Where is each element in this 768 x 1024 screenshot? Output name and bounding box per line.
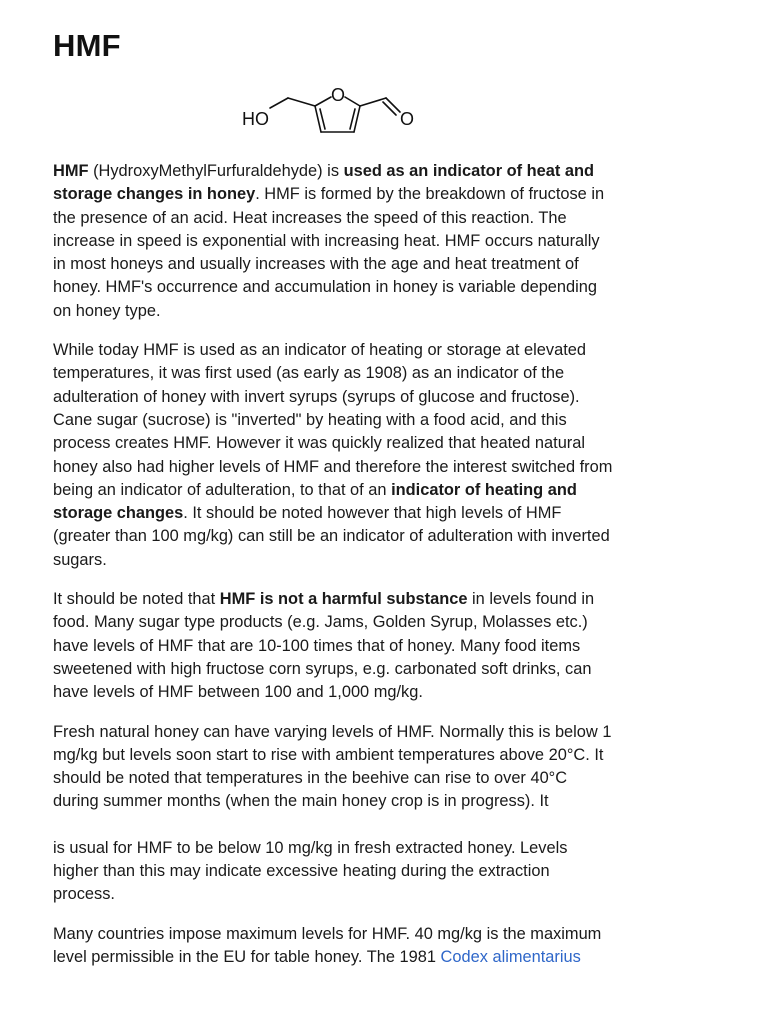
page-break-gap	[53, 814, 613, 837]
hmf-structure-diagram	[240, 82, 425, 142]
article-body	[53, 160, 613, 1009]
bond-ho-ch2	[270, 98, 288, 108]
paragraph-safety: It should be noted that HMF is not a harmful substance in levels found in food. Many sugar type products (e.g. Jams, Golden Syrup, Molasses etc.) have levels of HMF that are 10-100 times that of honey. Many food items sweetened with high fructose corn syrups, e.g. carbonated soft drinks, can have levels of HMF between 100 and 1,000 mg/kg.	[53, 590, 595, 702]
codex-link[interactable]: Codex alimentarius	[440, 947, 581, 966]
bond-o-c5	[345, 97, 360, 106]
bond-c2-c3-double	[320, 109, 325, 129]
bold-not-harmful: HMF is not a harmful substance	[219, 590, 468, 609]
bond-c-o	[386, 98, 400, 112]
bond-c2-o	[315, 97, 331, 106]
paragraph-history: While today HMF is used as an indicator of heating or storage at elevated temperatures, it was first used (as early as 1908) as an indicator of the adulteration of honey with invert syrups (syrups of glucose and fructose). Cane sugar (sucrose) is "inverted" by heating with a food acid, and this process creates HMF. However it was quickly realized that heated natural honey also had higher levels of HMF and therefore the interest switched from being an indicator of adulteration, to that of an indicator of heating and storage changes. It should be noted however that high levels of HMF (greater than 100 mg/kg) can still be an indicator of adulteration with inverted sugars.	[53, 341, 613, 569]
bond-c4-c5-double	[350, 109, 355, 129]
paragraph-limits: Many countries impose maximum levels for HMF. 40 mg/kg is the maximum level permissible in the EU for table honey. The 1981 Codex alimentarius	[53, 923, 613, 993]
ring-oxygen-label: O	[331, 85, 346, 105]
bond-c5-cho	[360, 98, 386, 106]
page-bottom-cutoff	[0, 972, 768, 1024]
paragraph-intro: HMF (HydroxyMethylFurfuraldehyde) is used as an indicator of heat and storage changes in honey. HMF is formed by the breakdown of fructose in the presence of an acid. Heat increases the speed of this reaction. The increase in speed is exponential with increasing heat. HMF occurs naturally in most honeys and usually increases with the age and heat treatment of honey. HMF's occurrence and accumulation in honey is variable depending on honey type.	[53, 162, 605, 320]
ho-label: HO	[242, 109, 269, 129]
bold-indicator-heating: indicator of heating and storage changes	[53, 480, 577, 523]
paragraph-fresh-honey: Fresh natural honey can have varying levels of HMF. Normally this is below 1 mg/kg but levels soon start to rise with ambient temperatures above 20°C. It should be noted that temperatures in the beehive can rise to over 40°C during summer months (when the main honey crop is in progress). It	[53, 722, 612, 811]
paragraph-fresh-honey-continued: is usual for HMF to be below 10 mg/kg in fresh extracted honey. Levels higher than this may indicate excessive heating during the extraction process.	[53, 838, 568, 904]
page-title: HMF	[53, 28, 121, 63]
aldehyde-oxygen-label: O	[400, 109, 415, 129]
bold-term: HMF	[53, 162, 89, 180]
bold-indicator: used as an indicator of heat and storage changes in honey	[53, 162, 595, 204]
bond-ch2-ring	[288, 98, 315, 106]
bond-c-o-double	[383, 102, 396, 115]
